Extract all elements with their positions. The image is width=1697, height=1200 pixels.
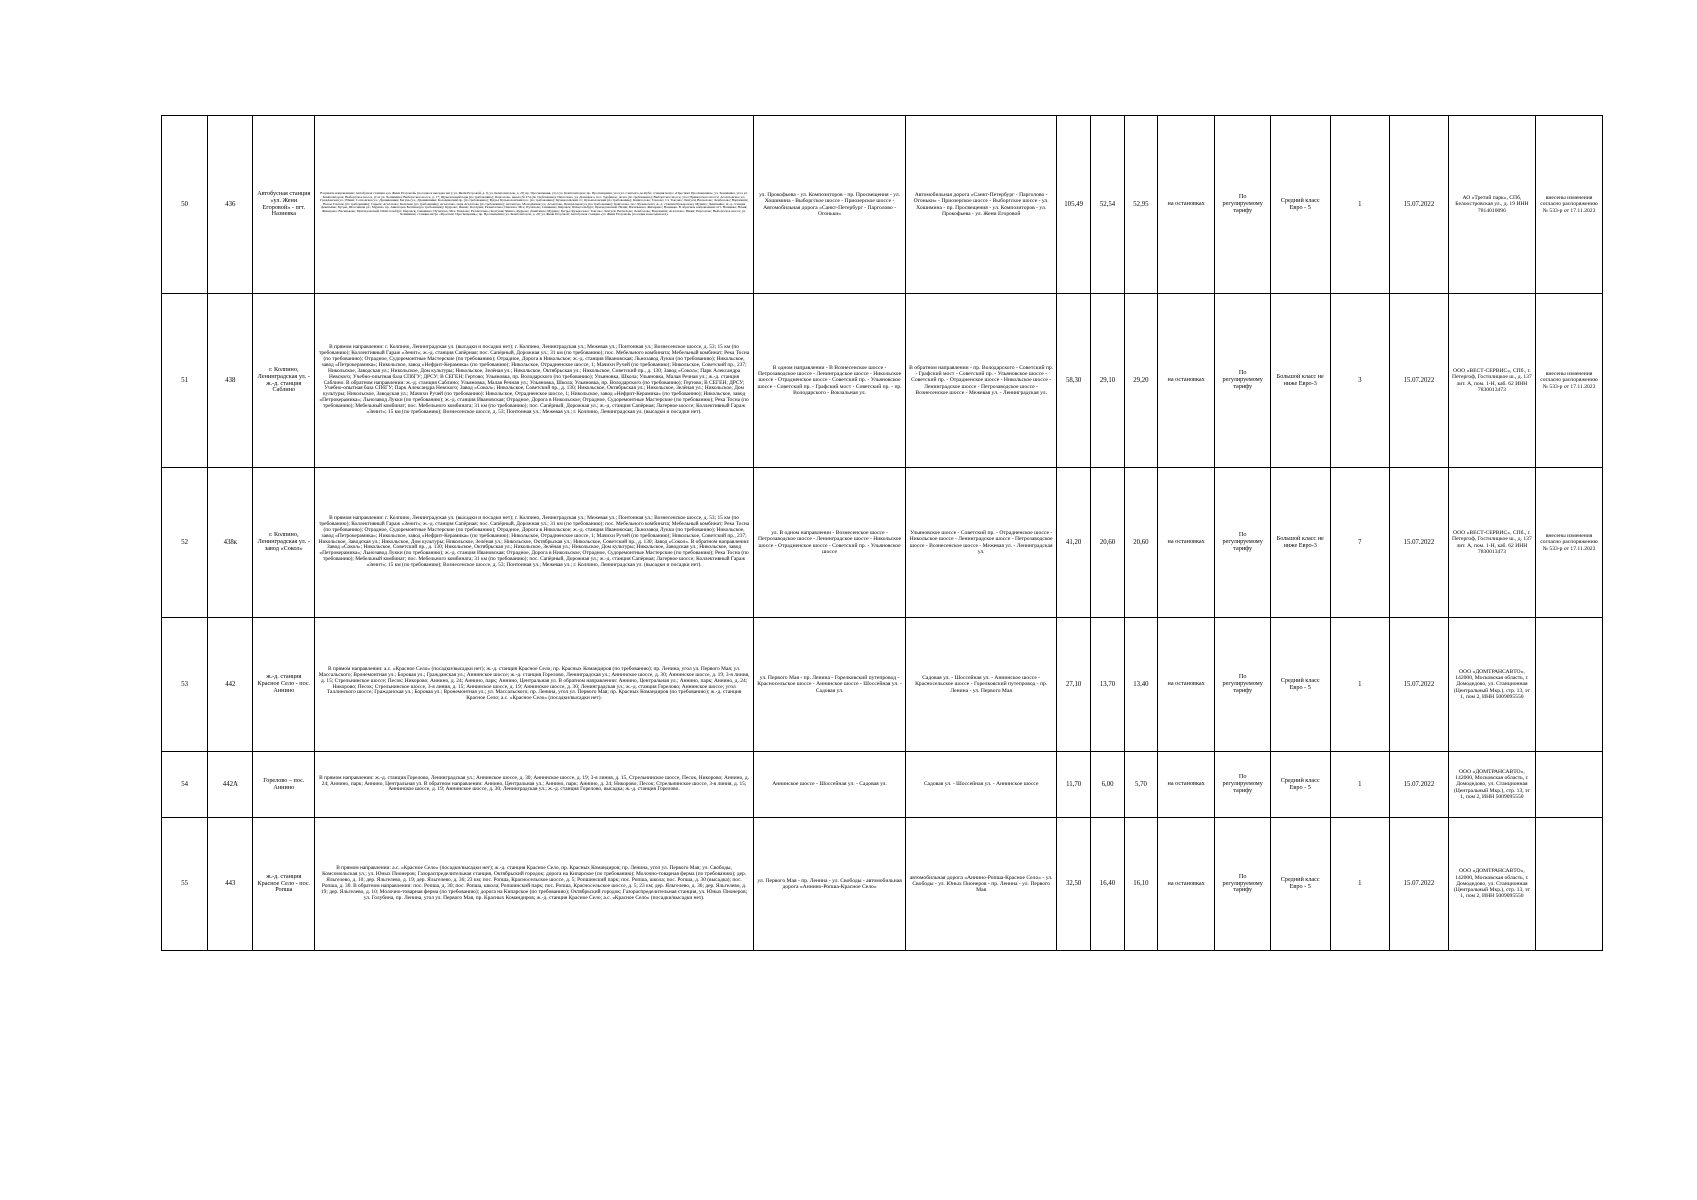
carrier-info: ООО «ДОМТРАНСАВТО», 142000, Московская область, г. Домодедово, ул. Станционная (Центральный Мкр.), стр. 13, эт 1, пом 2, ИНН 5009095550 [1448, 752, 1535, 818]
boarding-order: на остановках [1157, 294, 1215, 468]
route-stops-list: В прямом направлении: г. Колпино, Ленинградская ул. (высадки и посадки нет); г. Колпино, Ленинградская ул.; Межевая ул.; Понтонная ул.; Вознесенское шоссе, д. 53; 15 км (по требованию); Коллективный Гараж «Зенит»; ж.-д. станция Сапёрная; пос. Сапёрный, Дорожная ул.; 31 км (по требованию); пос. Мебельного комбината; Мебельный комбинат; Река Тосна (по требованию); Отрадное, Судоремонтные Мастерские (по требованию); Отрадное, Дорога в Никольское; ж.-д. станция Ивановская; Льнозавод Лукки (по требованию); Никольское, завод «Петрокерамика»; Никольское, завод «Нефрит-Керамика» (по требованию); Никольское, Отрадненское шоссе, 1; Мачихи Ручей (по требованию); Никольское, Советский пр., 237; Никольское, Заводская ул.; Никольское, Дом культуры; Никольское, Зелёная ул.; Никольское, Октябрьская ул.; Никольское, Советский пр., д. 130; Завод «Сокол». В обратном направлении: Завод «Сокол»; Никольское, Советский пр., д. 130; Никольское, Октябрьская ул.; Никольское, Зелёная ул.; Никольское, Дом культуры; Никольское, Заводская ул.; Никольское, завод «Петрокерамика»; Льнозавод Лукки (по требованию); ж.-д. станция Ивановская; Отрадное, Дорога в Никольское; Отрадное, Судоремонтные Мастерские (по требованию); Река Тосна (по требованию); Мебельный комбинат; пос. Мебельного комбината; 31 км (по требованию); пос. Сапёрный, Дорожная ул.; ж.-д. станция Сапёрная; Лагерное шоссе; Коллективный Гараж «Зенит»; 15 км (по требованию); Вознесенское шоссе, д. 53; Понтонная ул.; Межевая ул.; г. Колпино, Ленинградская ул. (высадки и посадки нет). [315, 468, 754, 618]
change-note [1536, 818, 1603, 951]
route-number: 436 [208, 116, 253, 294]
route-number: 438к [208, 468, 253, 618]
tariff-type: По регулируемому тарифу [1215, 618, 1271, 752]
length-forward: 52,54 [1091, 116, 1125, 294]
row-number: 50 [162, 116, 208, 294]
table-row [162, 752, 1603, 818]
vehicle-class: Большой класс не ниже Евро-3 [1270, 294, 1330, 468]
route-name: г. Колпино, Ленинградская ул. - завод «Сокол» [253, 468, 315, 618]
carrier-info: ООО «ВЕСТ-СЕРВИС», СПб., г. Петергоф, Гостилицкое ш., д. 137 лит. А, пом. 1-Н, каб. 62 ИНН 7830013473 [1448, 294, 1535, 468]
length-forward: 6,00 [1091, 752, 1125, 818]
streets-backward: автомобильная дорога «Аннино-Ропша-Красное Село» - ул. Свободы - ул. Юных Пионеров - пр. Ленина - ул. Первого Мая [906, 818, 1057, 951]
vehicle-count: 1 [1330, 818, 1390, 951]
change-note [1536, 752, 1603, 818]
start-date: 15.07.2022 [1390, 116, 1449, 294]
route-name: ж.-д. станция Красное Село - пос. Аннино [253, 618, 315, 752]
boarding-order: на остановках [1157, 468, 1215, 618]
route-number: 443 [208, 818, 253, 951]
route-name: Автобусная станция «ул. Жени Егоровой» - пгт. Назиевка [253, 116, 315, 294]
table-row [162, 294, 1603, 468]
boarding-order: на остановках [1157, 116, 1215, 294]
vehicle-count: 7 [1330, 468, 1390, 618]
length-forward: 16,40 [1091, 818, 1125, 951]
start-date: 15.07.2022 [1390, 818, 1449, 951]
vehicle-count: 1 [1330, 116, 1390, 294]
change-note: внесены изменения согласно распоряжению № 533-р от 17.11.2023 [1536, 294, 1603, 468]
length-backward: 20,60 [1125, 468, 1158, 618]
carrier-info: ООО «ВЕСТ-СЕРВИС», СПб., г. Петергоф, Гостилицкое ш., д. 137 лит. А, пом. 1-Н, каб. 62 ИНН 7830013473 [1448, 468, 1535, 618]
table-row [162, 468, 1603, 618]
length-backward: 13,40 [1125, 618, 1158, 752]
length-total: 58,30 [1057, 294, 1091, 468]
streets-forward: В одном направлении - В Вознесенское шоссе - Петрозаводское шоссе - Ленинградское шоссе - Никольское шоссе - Отрадненское шоссе - Советский пр. - Ульяновское шоссе - Советский пр. - Графский мост - Советский пр. - пр. Володарского - Вокзальная ул. [754, 294, 906, 468]
vehicle-class: Средний класс Евро - 5 [1270, 818, 1330, 951]
tariff-type: По регулируемому тарифу [1215, 818, 1271, 951]
carrier-info: ООО «ДОМТРАНСАВТО», 142000, Московская область, г. Домодедово, ул. Станционная (Центральный Мкр.), стр. 13, эт 1, пом 2, ИНН 5009095550 [1448, 818, 1535, 951]
streets-forward: ул. Первого Мая - пр. Ленина - ул. Свободы - автомобильная дорога «Аннино-Ропша-Красное Село» [754, 818, 906, 951]
start-date: 15.07.2022 [1390, 468, 1449, 618]
streets-forward: ул. Прокофьева - ул. Композиторов - пр. Просвещения - ул. Хошимина - Выборгское шоссе - Приозерское шоссе - Автомобильная дорога «Санкт-Петербург - Парголово - Огоньки» [754, 116, 906, 294]
tariff-type: По регулируемому тарифу [1215, 468, 1271, 618]
length-forward: 29,10 [1091, 294, 1125, 468]
change-note [1536, 618, 1603, 752]
tariff-type: По регулируемому тарифу [1215, 752, 1271, 818]
carrier-info: АО «Третий парк», СПб, Белоостровская ул., д. 19 ИНН 7814010096 [1448, 116, 1535, 294]
length-forward: 20,60 [1091, 468, 1125, 618]
table-row [162, 818, 1603, 951]
row-number: 54 [162, 752, 208, 818]
tariff-type: По регулируемому тарифу [1215, 294, 1271, 468]
streets-backward: Автомобильная дорога «Санкт-Петербург - Парголово - Огоньки» - Приозерское шоссе - Выборгское шоссе - ул. Хошимина - пр. Просвещения - ул. Композиторов - ул. Прокофьева - ул. Жени Егоровой [906, 116, 1057, 294]
route-name: Горелово – пос. Аннино [253, 752, 315, 818]
vehicle-class: Средний класс Евро - 5 [1270, 618, 1330, 752]
boarding-order: на остановках [1157, 618, 1215, 752]
length-backward: 29,20 [1125, 294, 1158, 468]
tariff-type: По регулируемому тарифу [1215, 116, 1271, 294]
row-number: 51 [162, 294, 208, 468]
table-row [162, 618, 1603, 752]
boarding-order: на остановках [1157, 752, 1215, 818]
streets-backward: Садовая ул. - Шоссейная ул. - Аннинское шоссе - Красносельское шоссе - Горелковский путепровод - пр. Ленина - ул. Первого Мая [906, 618, 1057, 752]
route-stops-list: В прямом направлении: а.с. «Красное Село» (посадки/высадки нет); ж.-д. станция Красное Село; пр. Красных Командиров (по требованию); пр. Ленина, угол ул. Первого Мая; ул. Массальского; Вронемонтная ул.; Боровая ул.; Гражданская ул.; Аннинское шоссе; ж.-д. станция Горелово, Ленинградская ул.; Аннинское шоссе, д. 30; Аннинское шоссе, д. 19; 3-я линия, д. 15; Стрельнинское шоссе; Песок; Никорово; Аннино, д. 24; Аннино, парк; Аннино, Центральная ул. В обратном направлении: Аннино, Центральная ул.; Аннино, парк; Аннино, д. 24; Никорово; Песок; Стрельнинское шоссе, 3-я линия, д. 15; Аннинское шоссе, д. 19; Аннинское шоссе, д. 30; Ленинградская ул.; ж.-д. станция Горелово; Аннинское шоссе; угол Таллинского шоссе; Гражданская ул.; Боровая ул.; Вронемонтная ул.; ул. Массальского; пр. Ленина, угол ул. Первого Мая; пр. Красных Командиров (по требованию); ж.-д. станция Красное Село; а.с. «Красное Село» (посадки/высадки нет). [315, 618, 754, 752]
change-note: внесены изменения согласно распоряжению № 533-р от 17.11.2023 [1536, 116, 1603, 294]
route-stops-list: В прямом направлении: ж.-д. станция Горелово, Ленинградская ул.; Аннинское шоссе, д. 30; Аннинское шоссе, д. 19; 3-я линия, д. 15, Стрельнинское шоссе, Песок, Никорово; Аннино, д. 24; Аннино, парк; Аннино, Центральная ул. В обратном направлении: Аннино, Центральная ул.; Аннино, парк; Аннино, д. 24; Никорово; Песок; Стрельнинское шоссе, 3-я линия, д. 15; Аннинское шоссе, д. 19; Аннинское шоссе, д. 30; Ленинградская ул.; ж.-д. станция Горелово, высадка; ж.-д. станция Горелово. [315, 752, 754, 818]
length-backward: 16,10 [1125, 818, 1158, 951]
row-number: 52 [162, 468, 208, 618]
row-number: 55 [162, 818, 208, 951]
route-number: 438 [208, 294, 253, 468]
streets-forward: ул. В одном направлении - Вознесенское шоссе - Петрозаводское шоссе - Ленинградское шоссе - Никольское шоссе - Отрадненское шоссе - Советский пр. - Ульяновское шоссе [754, 468, 906, 618]
route-register-table [161, 115, 1603, 951]
start-date: 15.07.2022 [1390, 618, 1449, 752]
route-stops-list: В прямом направлении: а.с. «Красное Село» (посадки/высадки нет); ж.-д. станция Красное Село, пр. Красных Командиров; пр. Ленина, угол ул. Первого Мая; ул. Свободы, Комсомольская ул.; ул. Юных Пионеров; Газораспределительная станция, Октябрьский городок; дорога на Кипарское (по требованию); Молочно-товарная ферма (по требованию); дер. Яльгелево, д. 10; дер. Яльгелево, д. 19; дер. Яльгелево, д. 36; 23 км; пос. Ропша, Красносельское шоссе, д. 5; Ропшинский парк; пос. Ропша, школа; пос. Ропша, д. 30 (высадка); пос. Ропша, д. 30. В обратном направлении: пос. Ропша, д. 30; пос. Ропша, школа; Ропшинский парк; пос. Ропша, Красносельское шоссе, д. 5; 23 км; дер. Яльгелево, д. 36; дер. Яльгелево, д. 19; дер. Яльгелево, д. 10; Молочно-товарная ферма (по требованию); дорога на Кипарское (по требованию); Октябрьский городок; Газораспределительная станция, ул. Юных Пионеров; ул. Голубина, пр. Ленина, угол ул. Первого Мая, пр. Красных Командиров; ж.-д. станция Красное Село; а.с. «Красное Село» (посадки/высадки нет). [315, 818, 754, 951]
vehicle-class: Средний класс Евро - 5 [1270, 752, 1330, 818]
route-stops-list: В прямом направлении: Автобусная станция «ул. Жени Егоровой» (посадка и высадка нет); ул. Жени Егоровой, д. 9; ул. Композиторов, д. 20; пр. Просвещения, угол ул. Композиторов; пр. Просвещения, угол ул. Сантьяго-де-Куба; станция метро «Проспект Просвещения»; ул. Хошимина, угол ул. Композиторов; Выборгское шоссе, угол ул. Хошимина; Выборгское шоссе, д. 17; Шуваловский парк (по требованию); Парголово, школа № 474 (по требованию); Парголово, ул. Донецкого, пос. Торфяное, почта (по требованию); Выборгское шоссе, угол Приморского шоссе; Агалатовское ул.; Гражданская ул.; Юкки; Сосновская ул.; Дранишники; Бегуны ул.; Дранишники; Коломяжский пр. (по требованию); Бугры; Кузьмоловский пос. (по требованию); Кузьмоловский ст.; Кузьмоловский (по требованию); Капитолово; Токсово; Ст. Токсово; Лехтуси; Васкелово; Лемболово; Вартемяги; Новое Токсово (по требованию); Сярьги; Агалатово; Кальтино (по требованию); Агалатово, парк Агалатово (по требованию); Агалатово, Молодёжная ул.; Агалатово, Центральная ул. (по требованию); Кавголово, пос. Кузьмолово; ж.-д. станция Кузьмолово; Мурино; Девяткино; ж.-д. станция Девяткино; Бугры, Шоссейная ул.; Мурино, пр. Авиаторов Балтики (по требованию); Кудрово; Янино; Колтуши; Разметелево; Павлово; Мга; Путилово; Синявино; Кировск; Шлиссельбург; Приладожский; Назия; Васильково; Жихарево; Назиевка. В обратном направлении: пгт. Назиевка; Назия; Жихарево; Васильково; Приладожский; Шлиссельбург; Кировск; Синявино; Путилово; Мга; Павлово; Разметелево; Колтуши; Янино; Кудрово; Девяткино; Мурино; Бугры; Кузьмолово; Токсово; Лехтуси; Васкелово; Лемболово; Вартемяги; Агалатово; Юкки; Парголово; Выборгское шоссе; ул. Хошимина; станция метро «Проспект Просвещения»; пр. Просвещения; ул. Композиторов, д. 29; ул. Жени Егоровой; Автобусная станция «ул. Жени Егоровой» (посадки и высадки нет). [315, 116, 754, 294]
length-total: 41,20 [1057, 468, 1091, 618]
start-date: 15.07.2022 [1390, 752, 1449, 818]
boarding-order: на остановках [1157, 818, 1215, 951]
length-total: 32,50 [1057, 818, 1091, 951]
length-total: 11,70 [1057, 752, 1091, 818]
route-name: г. Колпино, Ленинградская ул. - ж.-д. станция Саблино [253, 294, 315, 468]
carrier-info: ООО «ДОМТРАНСАВТО», 142000, Московская область, г. Домодедово, ул. Станционная (Центральный Мкр.), стр. 13, эт 1, пом 2, ИНН 5009095550 [1448, 618, 1535, 752]
streets-backward: В обратном направлении - пр. Володарского - Советский пр. - Графский мост - Советский пр. - Ульяновское шоссе - Советский пр. - Отрадненское шоссе - Никольское шоссе - Ленинградское шоссе - Петрозаводское шоссе - Вознесенское шоссе - Межевая ул. - Ленинградская ул. [906, 294, 1057, 468]
streets-backward: Садовая ул. - Шоссейная ул. - Аннинское шоссе [906, 752, 1057, 818]
change-note: внесены изменения согласно распоряжению № 533-р от 17.11.2023 [1536, 468, 1603, 618]
streets-forward: Аннинское шоссе - Шоссейная ул. - Садовая ул. [754, 752, 906, 818]
vehicle-count: 3 [1330, 294, 1390, 468]
route-number: 442А [208, 752, 253, 818]
table-row [162, 116, 1603, 294]
length-total: 27,10 [1057, 618, 1091, 752]
route-stops-list: В прямом направлении: г. Колпино, Ленинградская ул. (высадки и посадки нет); г. Колпино, Ленинградская ул.; Межевая ул.; Понтонная ул.; Вознесенское шоссе, д. 53; 15 км (по требованию); Коллективный Гараж «Зенит»; ж.-д. станция Сапёрная; пос. Сапёрный, Дорожная ул.; 31 км (по требованию); пос. Мебельного комбината; Мебельный комбинат; Река Тосна (по требованию); Отрадное, Судоремонтные Мастерские (по требованию); Отрадное, Дорога в Никольское; ж.-д. станция Ивановская; Льнозавод Лукки (по требованию); Никольское, завод «Петрокерамика»; Никольское, завод «Нефрит-Керамика» (по требованию); Никольское, Отрадненское шоссе, 1; Мачихи Ручей (по требованию); Никольское, Советский пр., 237; Никольское, Заводская ул.; Никольское, Дом культуры; Никольское, Зелёная ул.; Никольское, Октябрьская ул.; Никольское, Советский пр., д. 130; Завод «Сокол»; Парк Александра Невского; Учебно-опытная база СПбГУ; ДРСУ; В СЕГЕН; Гертово; Ульяновка, пр. Володарского (по требованию); Ульяновка, Школа; Ульяновка, Малая Речная ул.; ж.-д. станция Саблино. В обратном направлении: ж.-д. станция Саблино; Ульяновка, Малая Речная ул.; Ульяновка, Школа; Ульяновка, пр. Володарского (по требованию); Гертово; В СЕГЕН; ДРСУ; Учебно-опытная база СПбГУ; Парк Александра Невского; Завод «Сокол»; Никольское, Советский пр., д. 130; Никольское, Октябрьская ул.; Никольское, Зелёная ул.; Никольское, Дом культуры; Никольское, Заводская ул.; Мачихи Ручей (по требованию); Никольское, Отрадненское шоссе, 1; Никольское, завод «Нефрит-Керамика» (по требованию); Никольское, завод «Петрокерамика»; Льнозавод Лукки (по требованию); ж.-д. станция Ивановская; Отрадное, Дорога в Никольское; Отрадное, Судоремонтные Мастерские (по требованию); Река Тосна (по требованию); Мебельный комбинат; пос. Мебельного комбината; 31 км (по требованию); пос. Сапёрный, Дорожная ул.; ж.-д. станция Сапёрная; Лагерное шоссе; Коллективный Гараж «Зенит»; 15 км (по требованию); Вознесенское шоссе, д. 53; Понтонная ул.; Межевая ул.; г. Колпино, Ленинградская ул. (высадки и посадки нет). [315, 294, 754, 468]
vehicle-class: Большой класс не ниже Евро-3 [1270, 468, 1330, 618]
streets-backward: Ульяновское шоссе - Советский пр. - Отрадненское шоссе - Никольское шоссе - Ленинградское шоссе - Петрозаводское шоссе - Вознесенское шоссе - Межевая ул. - Ленинградская ул. [906, 468, 1057, 618]
length-backward: 5,70 [1125, 752, 1158, 818]
row-number: 53 [162, 618, 208, 752]
vehicle-count: 1 [1330, 752, 1390, 818]
streets-forward: ул. Первого Мая - пр. Ленина - Горелковский путепровод - Красносельское шоссе - Аннинское шоссе - Шоссейная ул. - Садовая ул. [754, 618, 906, 752]
start-date: 15.07.2022 [1390, 294, 1449, 468]
length-total: 105,49 [1057, 116, 1091, 294]
length-backward: 52,95 [1125, 116, 1158, 294]
route-name: ж.-д. станция Красное Село - пос. Ропша [253, 818, 315, 951]
vehicle-count: 1 [1330, 618, 1390, 752]
vehicle-class: Средний класс Евро - 5 [1270, 116, 1330, 294]
route-number: 442 [208, 618, 253, 752]
length-forward: 13,70 [1091, 618, 1125, 752]
